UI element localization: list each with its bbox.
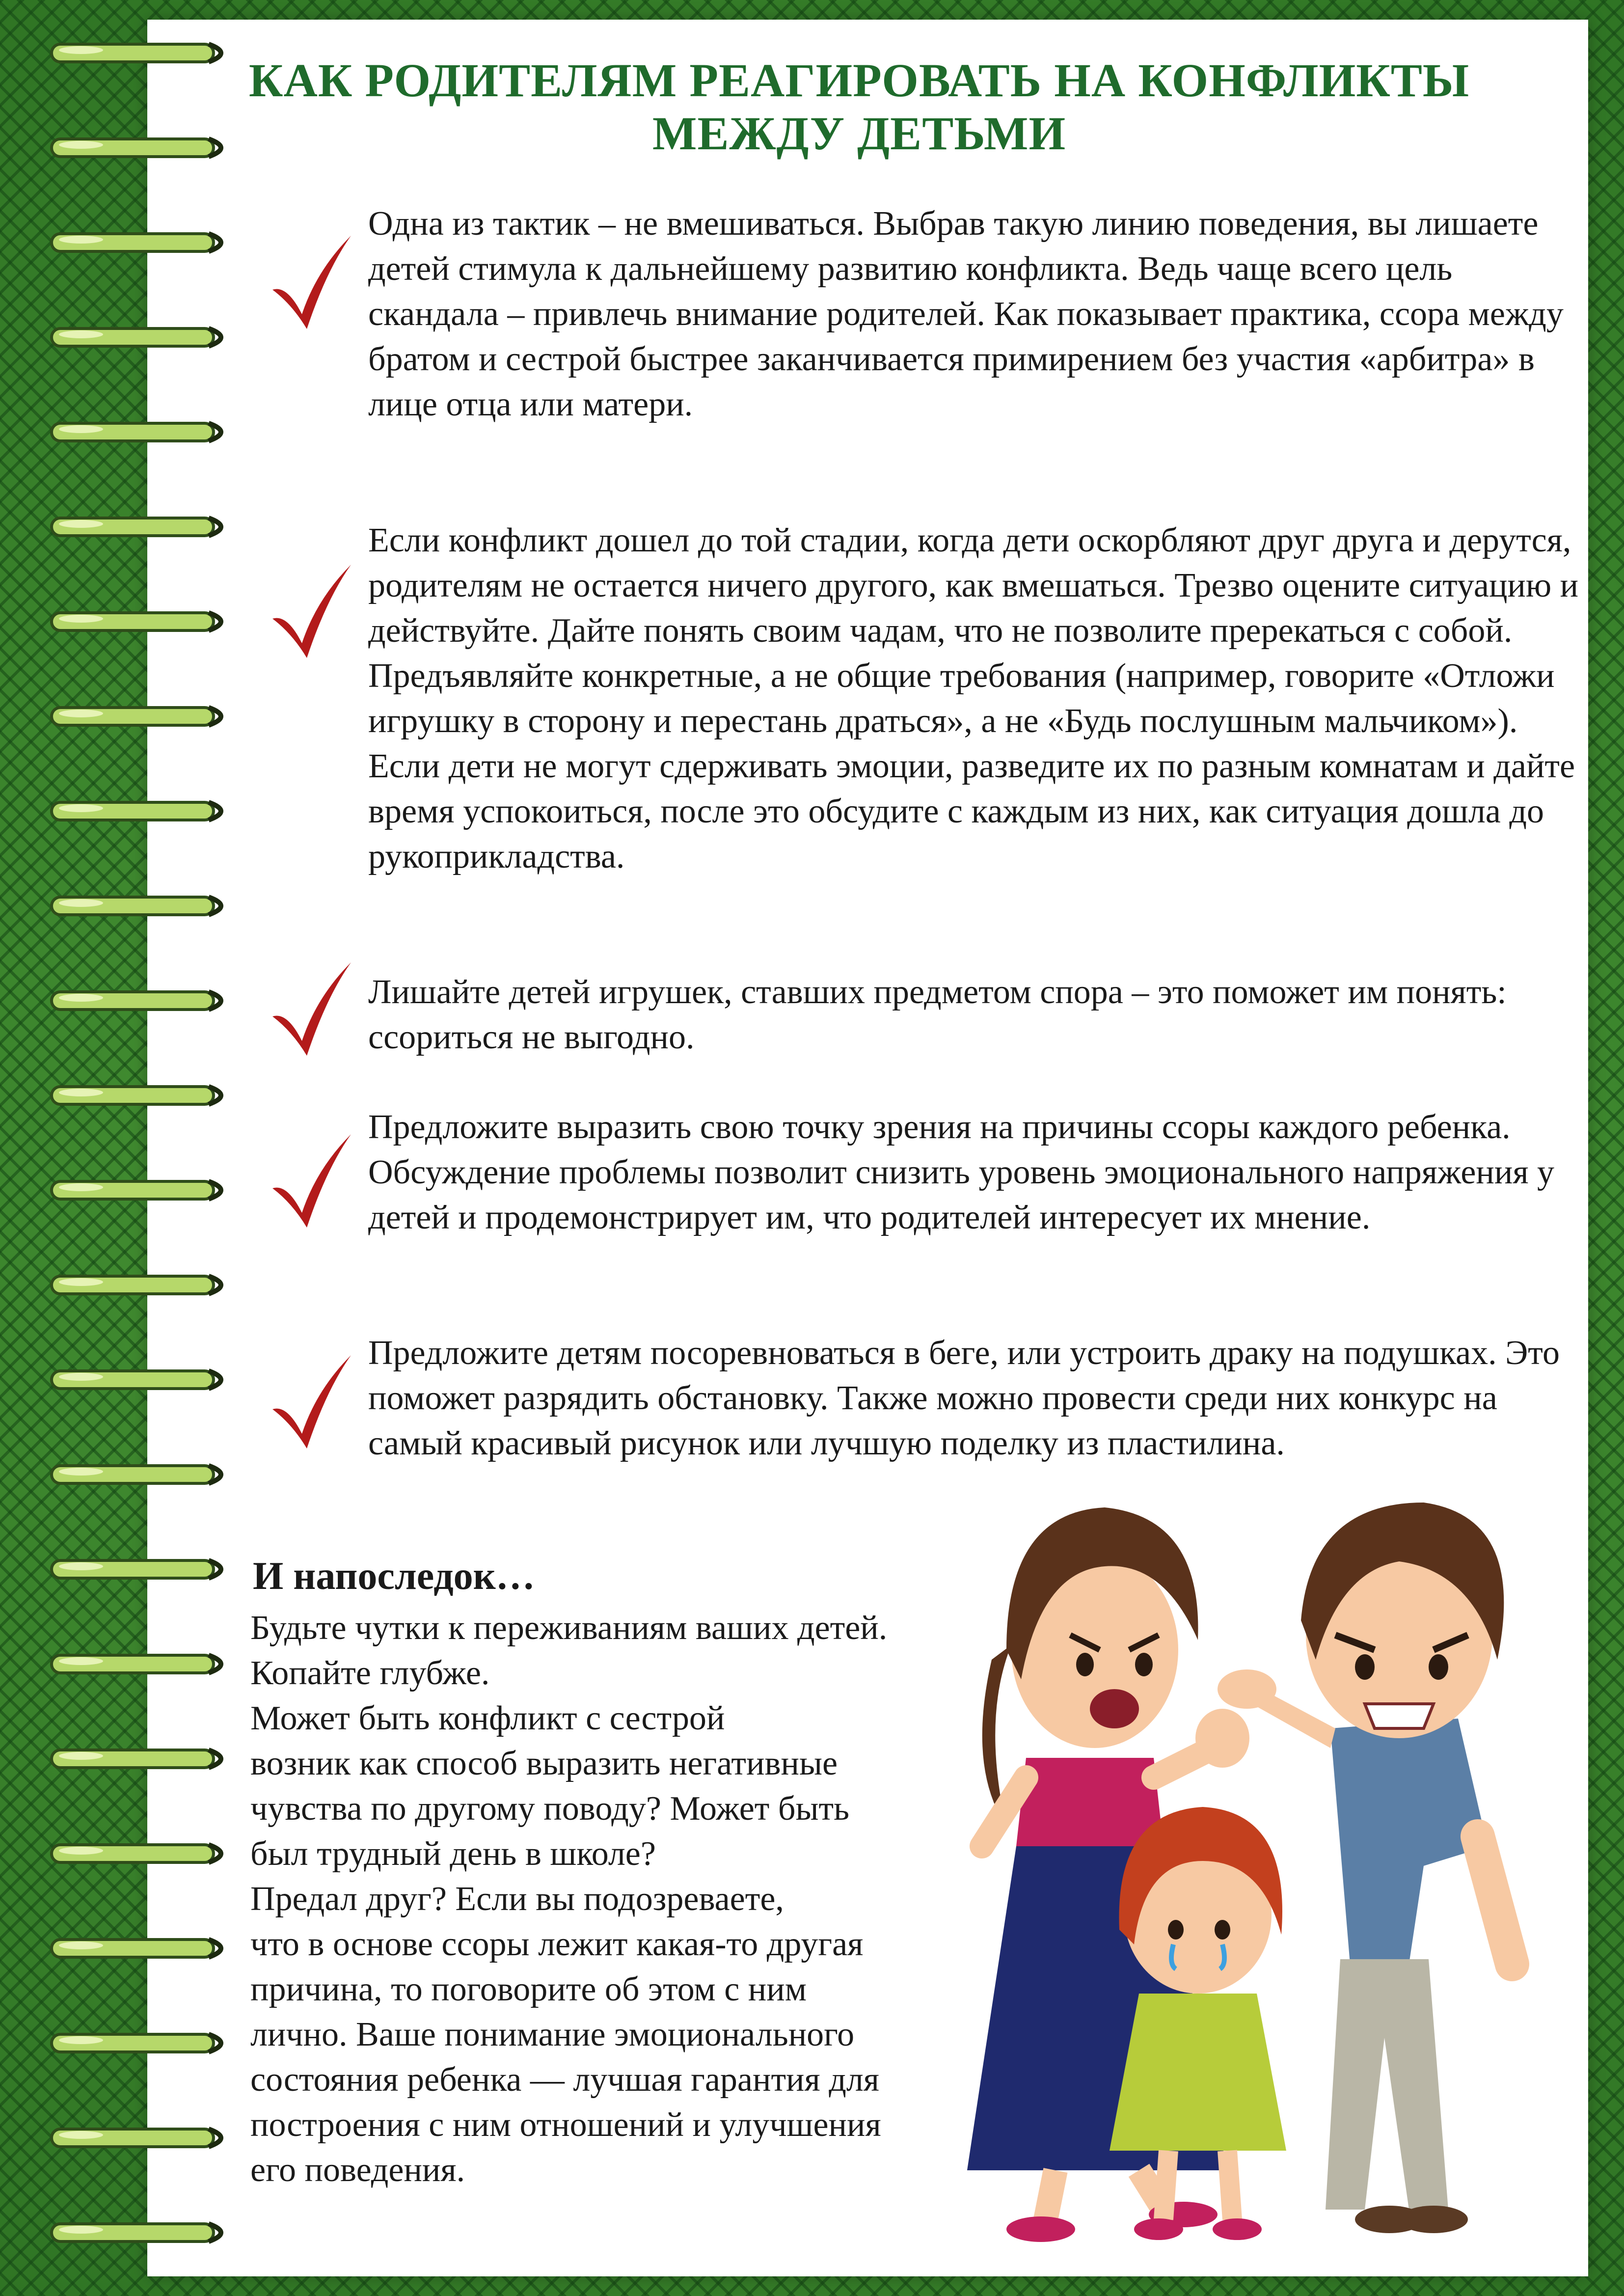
- final-line: построения с ним отношений и улучшения: [250, 2106, 881, 2144]
- spiral-ring: [47, 1735, 233, 1782]
- spiral-ring: [47, 314, 233, 360]
- final-line: что в основе ссоры лежит какая-то другая: [250, 1925, 864, 1963]
- spiral-ring: [47, 1640, 233, 1687]
- spiral-ring: [47, 1167, 233, 1213]
- spiral-ring: [47, 1356, 233, 1403]
- final-line: Будьте чутки к переживаниям ваших детей.: [250, 1609, 888, 1647]
- final-line: лично. Ваше понимание эмоционального: [250, 2016, 855, 2053]
- final-line: его поведения.: [250, 2151, 465, 2189]
- title-line-1: КАК РОДИТЕЛЯМ РЕАГИРОВАТЬ НА КОНФЛИКТЫ: [248, 54, 1470, 107]
- spiral-ring: [47, 1451, 233, 1498]
- checkmark-icon: [268, 231, 356, 334]
- tip-1: [368, 201, 1581, 427]
- tip-2: [368, 518, 1581, 879]
- spiral-ring: [47, 503, 233, 550]
- spiral-ring: [47, 2114, 233, 2161]
- tip-5-text: Предложите детям посоревноваться в беге, или устроить драку на подушках. Это поможет разрядить обстановку. Также можно провести среди них конкурс на самый красивый рисунок или лучшую поделку из пластилина.: [368, 1334, 1560, 1462]
- final-heading: И напоследок…: [253, 1555, 535, 1598]
- final-line: состояния ребенка — лучшая гарантия для: [250, 2061, 879, 2099]
- spiral-ring: [47, 219, 233, 266]
- spiral-ring: [47, 977, 233, 1024]
- checkmark-icon: [268, 560, 356, 663]
- final-line: возник как способ выразить негативные: [250, 1745, 838, 1782]
- spiral-ring: [47, 2020, 233, 2066]
- spiral-ring: [47, 1546, 233, 1592]
- tip-4-text: Предложите выразить свою точку зрения на причины ссоры каждого ребенка. Обсуждение проблемы позволит снизить уровень эмоционального напряжения у детей и продемонстрирует им, что родителей интересует их мнение.: [368, 1108, 1555, 1236]
- page-title: [196, 54, 1522, 160]
- spiral-ring: [47, 882, 233, 929]
- spiral-ring: [47, 1261, 233, 1308]
- final-line: Может быть конфликт с сестрой: [250, 1699, 725, 1737]
- spiral-ring: [47, 1072, 233, 1119]
- spiral-ring: [47, 1925, 233, 1971]
- checkmark-icon: [268, 1350, 356, 1453]
- title-line-2: МЕЖДУ ДЕТЬМИ: [652, 107, 1066, 160]
- checkmark-icon: [268, 1129, 356, 1232]
- spiral-ring: [47, 788, 233, 834]
- tip-2-text: Если конфликт дошел до той стадии, когда дети оскорбляют друг друга и дерутся, родителям не остается ничего другого, как вмешаться. Трезво оцените ситуацию и действуйте. Дайте понять своим чадам, что не позволите пререкаться с собой. Предъявляйте конкретные, а не общие требования (например, говорите «Отложи игрушку в сторону и перестань драться», а не «Будь послушным мальчиком»). Если дети не могут сдерживать эмоции, разведите их по разным комнатам и дайте время успокоиться, после это обсудите с каждым из них, как ситуация дошла до рукоприкладства.: [368, 521, 1579, 875]
- checkmark-icon: [268, 957, 356, 1061]
- spiral-ring: [47, 409, 233, 455]
- tip-3: [368, 970, 1581, 1060]
- final-line: Копайте глубже.: [250, 1654, 490, 1692]
- final-line: чувства по другому поводу? Может быть: [250, 1790, 850, 1828]
- spiral-binding: [0, 0, 255, 2296]
- children-conflict-illustration: [908, 1473, 1566, 2259]
- final-line: был трудный день в школе?: [250, 1835, 656, 1873]
- spiral-ring: [47, 598, 233, 645]
- spiral-ring: [47, 1830, 233, 1877]
- spiral-ring: [47, 2209, 233, 2256]
- tip-4: [368, 1105, 1581, 1240]
- final-line: Предал друг? Если вы подозреваете,: [250, 1880, 784, 1918]
- tip-1-text: Одна из тактик – не вмешиваться. Выбрав такую линию поведения, вы лишаете детей стимула к дальнейшему развитию конфликта. Ведь чаще всего цель скандала – привлечь внимание родителей. Как показывает практика, ссора между братом и сестрой быстрее заканчивается примирением без участия «арбитра» в лице отца или матери.: [368, 205, 1564, 423]
- tip-5: [368, 1331, 1581, 1466]
- tip-3-text: Лишайте детей игрушек, ставших предметом спора – это поможет им понять: ссориться не выгодно.: [368, 973, 1507, 1056]
- final-line: причина, то поговорите об этом с ним: [250, 1970, 807, 2008]
- spiral-ring: [47, 693, 233, 739]
